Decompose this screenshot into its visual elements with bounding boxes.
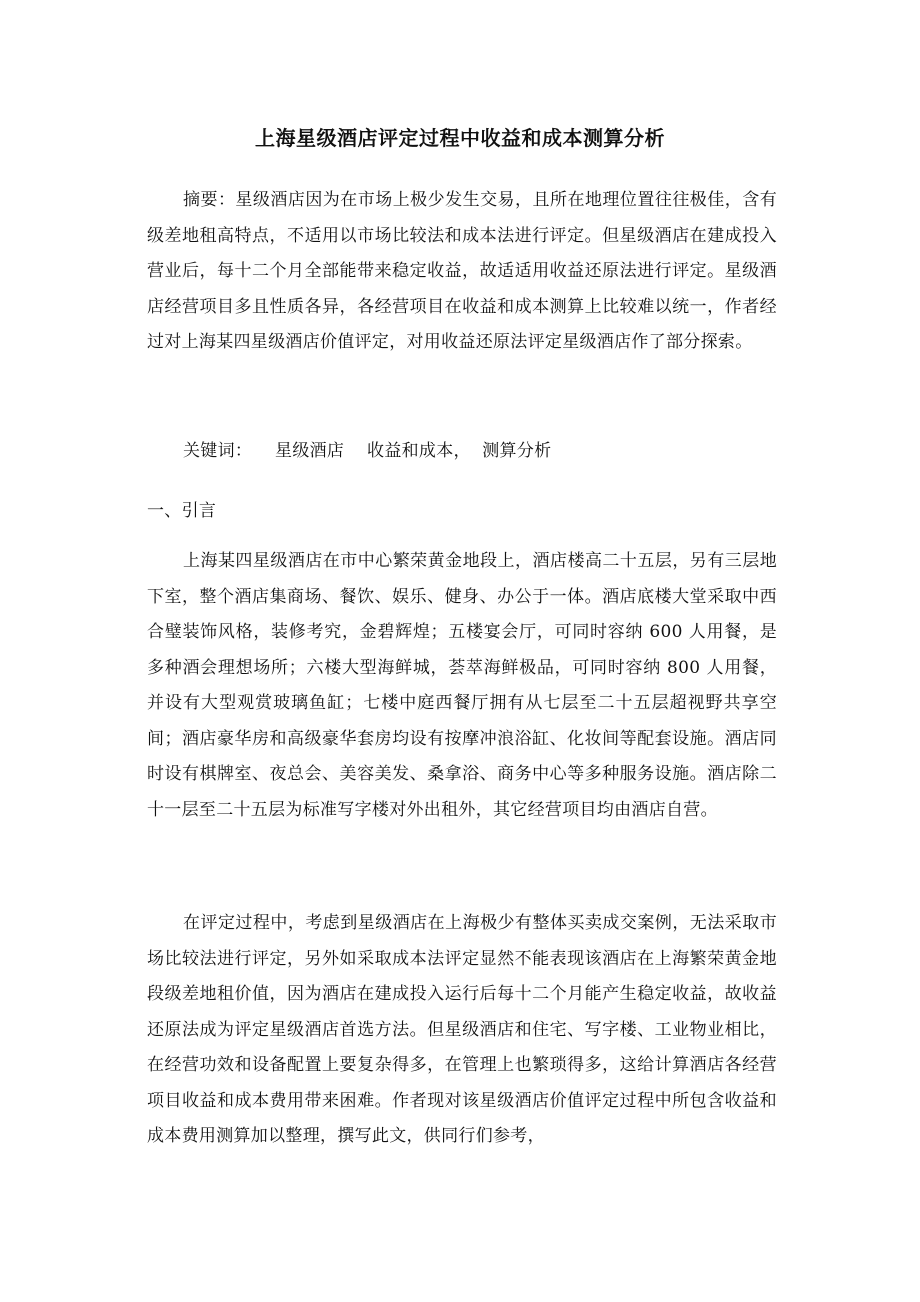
abstract-paragraph: 摘要：星级酒店因为在市场上极少发生交易，且所在地理位置往往极佳，含有级差地租高特点，不适用以市场比较法和成本法进行评定。但星级酒店在建成投入营业后，每十二个月全部能带来稳定收益，故适适用收益还原法进行评定。星级酒店经营项目多且性质各异，各经营项目在收益和成本测算上比较难以统一，作者经过对上海某四星级酒店价值评定，对用收益还原法评定星级酒店作了部分探索。 <box>147 190 777 352</box>
intro-paragraph: 上海某四星级酒店在市中心繁荣黄金地段上，酒店楼高二十五层，另有三层地下室，整个酒店集商场、餐饮、娱乐、健身、办公于一体。酒店底楼大堂采取中西合璧装饰风格，装修考究，金碧辉煌；五楼宴会厅，可同时容纳 600 人用餐，是多种酒会理想场所；六楼大型海鲜城，荟萃海鲜极品，可同时容纳 800 人用餐，并设有大型观赏玻璃鱼缸；七楼中庭西餐厅拥有从七层至二十五层超视野共享空间；酒店豪华房和高级豪华套房均设有按摩冲浪浴缸、化妆间等配套设施。酒店同时设有棋牌室、夜总会、美容美发、桑拿浴、商务中心等多种服务设施。酒店除二十一层至二十五层为标准写字楼对外出租外，其它经营项目均由酒店自营。 <box>147 551 777 820</box>
document-title: 上海星级酒店评定过程中收益和成本测算分析 <box>255 126 665 150</box>
section-heading-introduction: 一、引言 <box>147 501 217 521</box>
keywords-line: 关键词： 星级酒店 收益和成本， 测算分析 <box>183 441 552 461</box>
intro-paragraph: 在评定过程中，考虑到星级酒店在上海极少有整体买卖成交案例，无法采取市场比较法进行评定，另外如采取成本法评定显然不能表现该酒店在上海繁荣黄金地段级差地租价值，因为酒店在建成投入运行后每十二个月能产生稳定收益，故收益还原法成为评定星级酒店首选方法。但星级酒店和住宅、写字楼、工业物业相比，在经营功效和设备配置上要复杂得多，在管理上也繁琐得多，这给计算酒店各经营项目收益和成本费用带来困难。作者现对该星级酒店价值评定过程中所包含收益和成本费用测算加以整理，撰写此文，供同行们参考， <box>147 913 777 1146</box>
